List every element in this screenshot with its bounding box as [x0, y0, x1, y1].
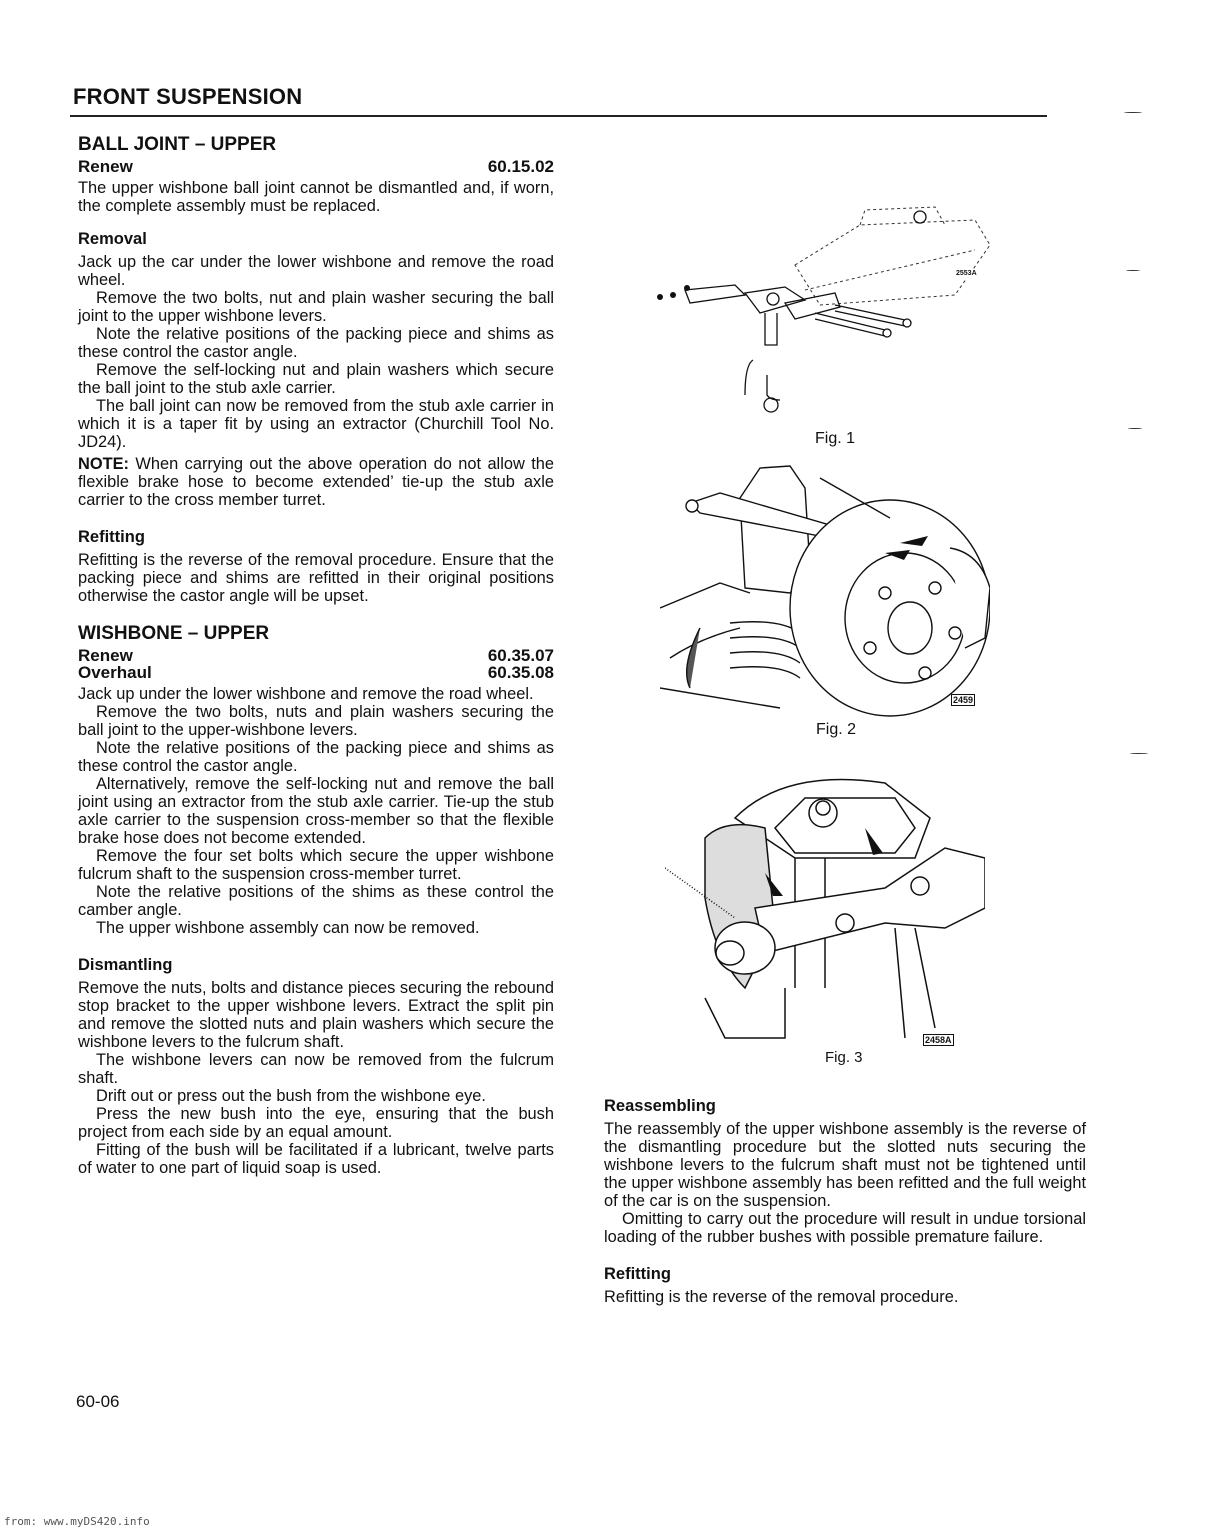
figure-1: [645, 195, 1015, 425]
subheading-dismantling: Dismantling: [78, 956, 173, 974]
paragraph: Remove the nuts, bolts and distance pieces securing the rebound stop bracket to the upper wishbone levers. Extract the split pin and remove the slotted nuts and plain washers which secure the wishbone levers to the fulcrum shaft.: [78, 979, 554, 1051]
figure-caption: Fig. 1: [815, 430, 856, 447]
note-paragraph: [78, 455, 554, 509]
paragraph: Remove the self-locking nut and plain washers which secure the ball joint to the stub axle carrier.: [78, 361, 554, 397]
subheading-refitting: Refitting: [604, 1265, 671, 1283]
section-title-ball-joint: BALL JOINT – UPPER: [78, 134, 277, 155]
paragraph: The reassembly of the upper wishbone assembly is the reverse of the dismantling procedure but the slotted nuts securing the wishbone levers to the fulcrum shaft must not be tightened until the upper wishbone assembly has been refitted and the full weight of the car is on the suspension.: [604, 1120, 1086, 1210]
operation-code: 60.15.02: [487, 157, 554, 176]
source-footer: from: www.myDS420.info: [4, 1515, 150, 1528]
paragraph: The wishbone levers can now be removed from the fulcrum shaft.: [78, 1051, 554, 1087]
paragraph: Fitting of the bush will be facilitated if a lubricant, twelve parts of water to one part of liquid soap is used.: [78, 1141, 554, 1177]
right-column: [604, 1096, 1086, 1306]
paragraph: Jack up under the lower wishbone and remove the road wheel.: [78, 685, 534, 703]
page-number: 60-06: [76, 1392, 120, 1411]
operation-code: 60.35.07: [487, 646, 554, 665]
figure-3: [665, 758, 985, 1048]
edge-mark: [1124, 112, 1142, 113]
figure-2: [660, 458, 990, 718]
paragraph: Omitting to carry out the procedure will result in undue torsional loading of the rubber bushes with possible premature failure.: [604, 1210, 1086, 1246]
note-text: When carrying out the above operation do not allow the flexible brake hose to become extended’ tie-up the stub axle carrier to the cross member turret.: [78, 455, 554, 509]
operation-row: [78, 647, 554, 664]
figure-stamp: 2459: [953, 695, 974, 705]
paragraph: Refitting is the reverse of the removal procedure.: [604, 1288, 959, 1306]
subheading-removal: Removal: [78, 230, 147, 248]
paragraph: The upper wishbone ball joint cannot be dismantled and, if worn, the complete assembly must be replaced.: [78, 179, 554, 215]
paragraph: Remove the two bolts, nut and plain washer securing the ball joint to the upper wishbone levers.: [78, 289, 554, 325]
edge-mark: [1130, 753, 1148, 754]
paragraph: Note the relative positions of the shims as these control the camber angle.: [78, 883, 554, 919]
figure-caption: Fig. 2: [816, 721, 857, 738]
operation-row: [78, 664, 554, 681]
figure-stamp: 2553A: [956, 270, 977, 277]
subheading-reassembling: Reassembling: [604, 1097, 716, 1115]
paragraph: The ball joint can now be removed from the stub axle carrier in which it is a taper fit by using an extractor (Churchill Tool No. JD24).: [78, 397, 554, 451]
note-label: NOTE:: [78, 455, 129, 473]
operation-label: Renew: [78, 646, 133, 665]
paragraph: Drift out or press out the bush from the wishbone eye.: [96, 1087, 486, 1105]
paragraph: Alternatively, remove the self-locking nut and remove the ball joint using an extractor from the stub axle carrier. Tie-up the stub axle carrier to the suspension cross-member so that the flexible brake hose does not become extended.: [78, 775, 554, 847]
operation-label: Overhaul: [78, 663, 152, 682]
paragraph: Note the relative positions of the packing piece and shims as these control the castor angle.: [78, 325, 554, 361]
paragraph: Jack up the car under the lower wishbone and remove the road wheel.: [78, 253, 554, 289]
paragraph: Remove the two bolts, nuts and plain washers securing the ball joint to the upper-wishbone levers.: [78, 703, 554, 739]
hub-and-disc-illustration: [660, 458, 990, 718]
header-rule: [70, 115, 1047, 117]
operation-row: [78, 158, 554, 175]
operation-code: 60.35.08: [487, 663, 554, 682]
subheading-refitting: Refitting: [78, 528, 145, 546]
paragraph: Note the relative positions of the packing piece and shims as these control the castor angle.: [78, 739, 554, 775]
edge-mark: [1128, 428, 1142, 429]
paragraph: Refitting is the reverse of the removal procedure. Ensure that the packing piece and shims are refitted in their original positions otherwise the castor angle will be upset.: [78, 551, 554, 605]
upper-wishbone-illustration: [665, 758, 985, 1048]
section-title-wishbone: WISHBONE – UPPER: [78, 623, 270, 644]
left-column: [78, 134, 554, 1177]
paragraph: Remove the four set bolts which secure the upper wishbone fulcrum shaft to the suspension cross-member turret.: [78, 847, 554, 883]
figure-stamp: 2458A: [925, 1035, 952, 1045]
paragraph: Press the new bush into the eye, ensuring that the bush project from each side by an equal amount.: [78, 1105, 554, 1141]
page-title: FRONT SUSPENSION: [73, 84, 303, 109]
paragraph: The upper wishbone assembly can now be removed.: [96, 919, 480, 937]
ball-joint-exploded-illustration: [645, 195, 1015, 425]
operation-label: Renew: [78, 157, 133, 176]
edge-mark: [1126, 270, 1140, 271]
figure-caption: Fig. 3: [825, 1049, 863, 1066]
